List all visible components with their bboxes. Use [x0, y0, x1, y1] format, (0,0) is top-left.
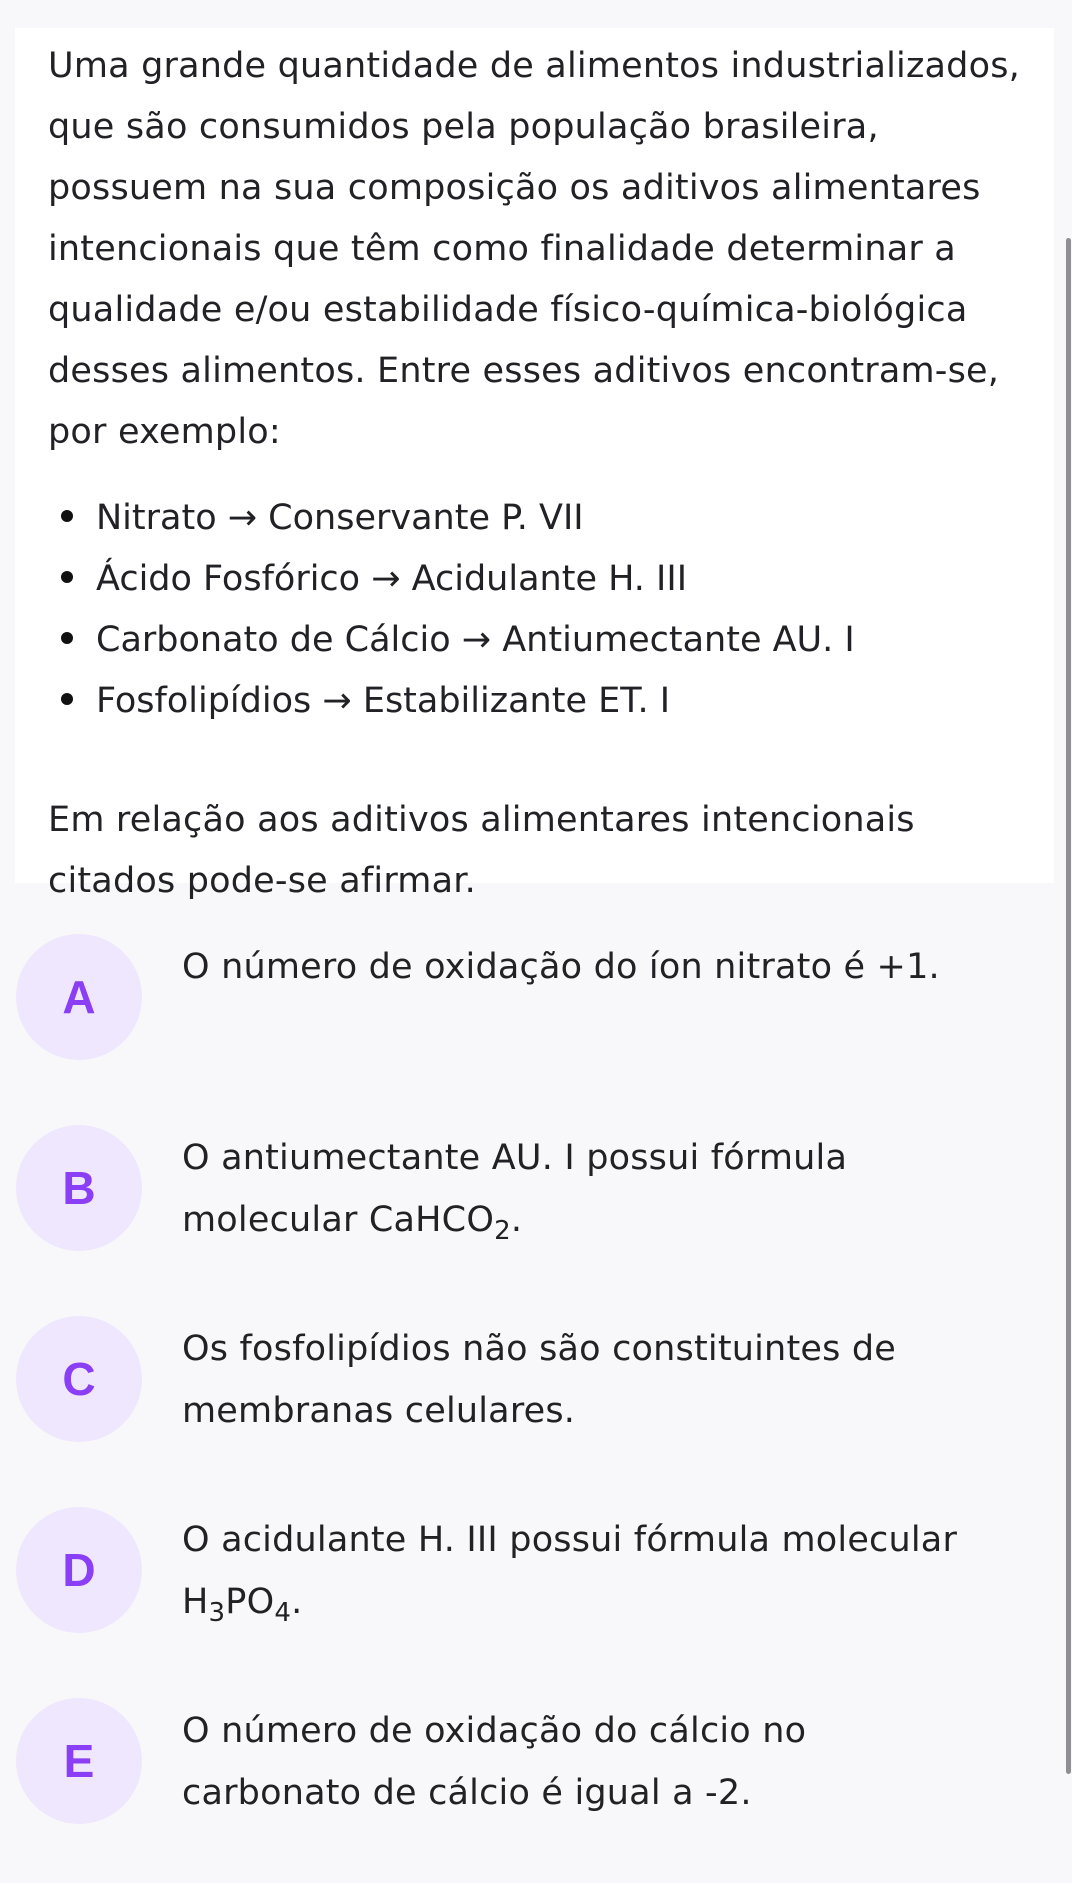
alternative-line: membranas celulares. — [182, 1391, 576, 1431]
formula-subscript: 3 — [208, 1598, 226, 1628]
list-item — [48, 549, 855, 610]
bullet-icon — [61, 571, 73, 583]
formula-subscript: 2 — [494, 1216, 511, 1246]
bullet-icon — [61, 693, 73, 705]
bullet-icon — [61, 510, 73, 522]
alternative-a-text[interactable] — [182, 936, 1042, 998]
alternative-c-text[interactable] — [182, 1318, 1042, 1442]
alternative-line: O número de oxidação do cálcio no — [182, 1711, 807, 1751]
list-item — [48, 488, 855, 549]
additive-text: Nitrato → Conservante P. VII — [96, 498, 584, 538]
alternative-a-badge[interactable]: A — [16, 934, 142, 1060]
formula-text: PO — [225, 1582, 275, 1622]
question-stem — [48, 36, 1058, 463]
stem-line: que são consumidos pela população brasileira, — [48, 107, 879, 147]
question-prompt — [48, 790, 1048, 912]
stem-line: desses alimentos. Entre esses aditivos encontram-se, — [48, 351, 1000, 391]
stem-line: por exemplo: — [48, 412, 281, 452]
alternative-line — [182, 1571, 1042, 1633]
prompt-line: Em relação aos aditivos alimentares intencionais — [48, 800, 915, 840]
alternative-line: O acidulante H. III possui fórmula molecular — [182, 1520, 958, 1560]
prompt-line: citados pode-se afirmar. — [48, 861, 476, 901]
alternative-b-badge[interactable]: B — [16, 1125, 142, 1251]
alternative-line: O antiumectante AU. I possui fórmula — [182, 1138, 848, 1178]
alternative-e-badge[interactable]: E — [16, 1698, 142, 1824]
alternative-e[interactable] — [15, 1698, 1055, 1828]
question-card — [15, 28, 1054, 901]
alternative-b[interactable] — [15, 1125, 1055, 1255]
stem-line: intencionais que têm como finalidade determinar a — [48, 229, 956, 269]
alternative-line: carbonato de cálcio é igual a -2. — [182, 1773, 752, 1813]
alternative-b-text[interactable] — [182, 1127, 1042, 1251]
alternative-d-text[interactable] — [182, 1509, 1042, 1633]
formula-text: . — [291, 1582, 303, 1622]
alternative-e-text[interactable] — [182, 1700, 1042, 1824]
alternative-c[interactable] — [15, 1316, 1055, 1446]
stem-line: possuem na sua composição os aditivos alimentares — [48, 168, 981, 208]
alternative-d[interactable] — [15, 1507, 1055, 1637]
alternative-c-badge[interactable]: C — [16, 1316, 142, 1442]
alternative-d-badge[interactable]: D — [16, 1507, 142, 1633]
additives-list — [48, 488, 855, 732]
alternative-line: O número de oxidação do íon nitrato é +1. — [182, 947, 940, 987]
stem-line: qualidade e/ou estabilidade físico-química-biológica — [48, 290, 968, 330]
formula-subscript: 4 — [274, 1598, 292, 1628]
stem-line: Uma grande quantidade de alimentos industrializados, — [48, 46, 1020, 86]
list-item — [48, 671, 855, 732]
alternative-line — [182, 1189, 1042, 1251]
additive-text: Fosfolipídios → Estabilizante ET. I — [96, 681, 671, 721]
alternative-a[interactable] — [15, 934, 1055, 1064]
alternative-line: Os fosfolipídios não são constituintes de — [182, 1329, 897, 1369]
additive-text: Carbonato de Cálcio → Antiumectante AU. I — [96, 620, 855, 660]
additive-text: Ácido Fosfórico → Acidulante H. III — [96, 559, 688, 599]
scrollbar[interactable] — [1066, 238, 1071, 1774]
bullet-icon — [61, 632, 73, 644]
formula-text: molecular CaHCO — [182, 1200, 495, 1240]
list-item — [48, 610, 855, 671]
formula-text: . — [510, 1200, 523, 1240]
formula-text: H — [182, 1582, 209, 1622]
